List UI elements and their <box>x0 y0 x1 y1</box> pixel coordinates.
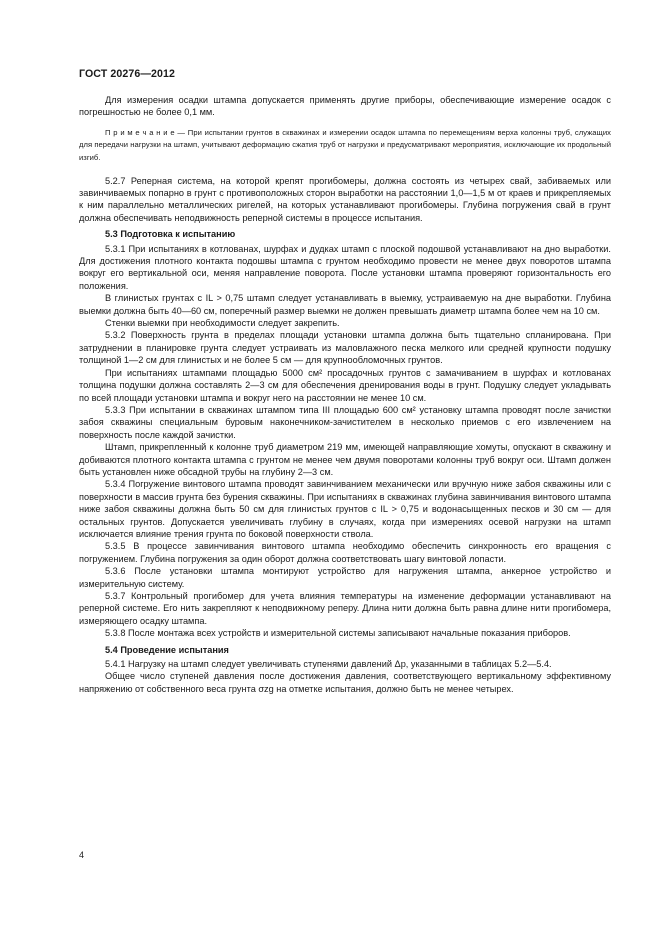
paragraph: При испытаниях штампами площадью 5000 см² просадочных грунтов с замачиванием в шурфах и котлованах толщина подушки должна составлять 2—3 см для обеспечения дренирования воды в грунт. Подушку следует укладывать по всей площади установки штампа и вокруг него на расстоянии не менее 10 см. <box>79 367 611 403</box>
page-header: ГОСТ 20276—2012 <box>79 68 176 80</box>
paragraph: 5.3.6 После установки штампа монтируют устройство для нагружения штампа, анкерное устройство и измерительную систему. <box>79 566 611 589</box>
section-heading: 5.3 Подготовка к испытанию <box>105 229 236 240</box>
paragraph: 5.3.5 В процессе завинчивания винтового штампа необходимо обеспечить синхронность его вращения с погружением. Глубина погружения за один оборот должна соответствовать шагу винтовой лопасти. <box>79 541 611 564</box>
paragraph: Для измерения осадки штампа допускается применять другие приборы, обеспечивающие измерение осадок с погрешностью не более 0,1 мм. <box>79 95 611 118</box>
paragraph: 5.2.7 Реперная система, на которой крепят прогибомеры, должна состоять из четырех свай, забиваемых или завинчиваемых попарно в грунт с противоположных сторон выработки на расстоянии 1,0—1,5 м от краев и прикрепляемых к ним параллельно металлических ригелей, на которых устанавливают прогибомеры. Глубина погружения свай в грунт должна обеспечивать неподвижность реперной системы в процессе испытания. <box>79 175 611 223</box>
paragraph: Стенки выемки при необходимости следует закрепить. <box>105 318 340 329</box>
note-paragraph: П р и м е ч а н и е — При испытании грунтов в скважинах и измерении осадок штампа по перемещениям верха колонны труб, служащих для передачи нагрузки на штамп, учитывают деформацию сжатия труб от нагрузки и предусматривают мероприятия, исключающие их продольный изгиб. <box>79 127 611 162</box>
paragraph: 5.3.3 При испытании в скважинах штампом типа III площадью 600 см² установку штампа проводят после зачистки забоя скважины специальным буровым наконечником-зачистителем в несколько приемов с его извлечением на поверхность после каждой зачистки. <box>79 404 611 440</box>
paragraph: 5.3.4 Погружение винтового штампа проводят завинчиванием механически или вручную ниже забоя скважины или с поверхности в массив грунта без бурения скважины. При испытаниях в скважинах глубина завинчивания винтового штампа ниже забоя скважины должна быть 50 см для глинистых грунтов с IL > 0,75 и водонасыщенных песков и 30 см — для остальных грунтов. Допускается увеличивать глубину в случаях, когда при измерениях осевой нагрузки на штамп исключается влияние трения грунта по боковой поверхности ствола. <box>79 479 611 539</box>
paragraph: 5.4.1 Нагрузку на штамп следует увеличивать ступенями давлений Δp, указанными в таблицах 5.2—5.4. <box>105 659 552 670</box>
paragraph: 5.3.2 Поверхность грунта в пределах площади установки штампа должна быть тщательно спланирована. При затруднении в планировке грунта следует устраивать из маловлажного песка мелкого или средней крупности подушку толщиной 1—2 см для глинистых и не более 5 см — для крупнообломочных грунтов. <box>79 330 611 366</box>
paragraph: 5.3.7 Контрольный прогибомер для учета влияния температуры на изменение деформации устанавливают на реперной системе. Его нить закрепляют к неподвижному реперу. Длина нити должна быть равна длине нити прогибомера, измеряющего осадку штампа. <box>79 591 611 626</box>
paragraph: Общее число ступеней давления после достижения давления, соответствующего вертикальному эффективному напряжению от собственного веса грунта σzg на отметке испытания, должно быть не менее четырех. <box>79 671 611 694</box>
page-number: 4 <box>79 850 85 860</box>
paragraph: 5.3.1 При испытаниях в котлованах, шурфах и дудках штамп с плоской подошвой устанавливают на дно выработки. Для достижения плотного контакта подошвы штампа с грунтом необходимо провести не менее двух поворотов штампа вокруг его вертикальной оси, меняя направление поворота. После установки штампа проверяют горизонтальность его положения. <box>79 243 611 291</box>
section-heading: 5.4 Проведение испытания <box>105 644 229 655</box>
paragraph: Штамп, прикрепленный к колонне труб диаметром 219 мм, имеющей направляющие хомуты, опускают в скважину и добиваются плотного контакта штампа с грунтом не менее чем двумя поворотами колонны труб вокруг оси. Штамп должен быть установлен ниже обсадной трубы на глубину 2—3 см. <box>79 442 611 477</box>
page-body <box>79 94 611 695</box>
paragraph: В глинистых грунтах с IL > 0,75 штамп следует устанавливать в выемку, устраиваемую на дне выработки. Глубина выемки должна быть 40—60 см, поперечный размер выемки не должен превышать диаметр штампа более чем на 10 см. <box>79 293 611 316</box>
paragraph: 5.3.8 После монтажа всех устройств и измерительной системы записывают начальные показания приборов. <box>105 628 571 639</box>
